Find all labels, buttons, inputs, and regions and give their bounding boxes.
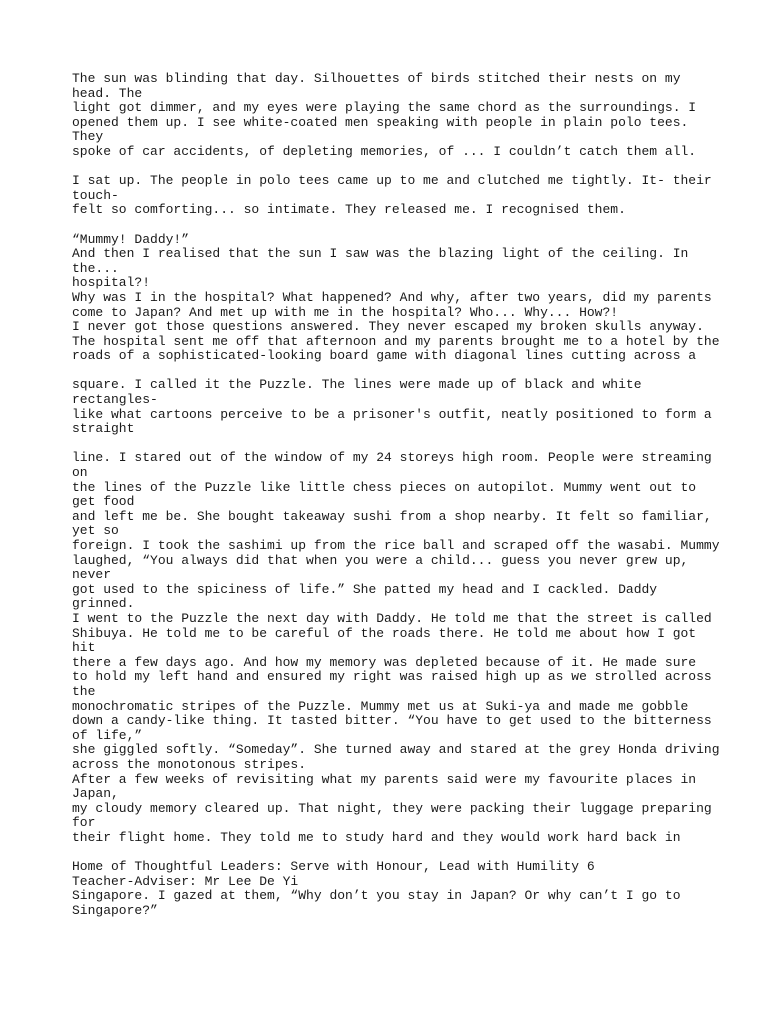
text-line: my cloudy memory cleared up. That night, they were packing their luggage preparing (72, 800, 712, 816)
text-line: there a few days ago. And how my memory was depleted because of it. He made sure (72, 654, 697, 670)
text-line: Why was I in the hospital? What happened? And why, after two years, did my parents (72, 289, 712, 305)
text-line: Japan, (72, 786, 119, 802)
text-line: touch- (72, 187, 119, 203)
document-page (72, 72, 732, 918)
text-line: for (72, 815, 96, 831)
text-line: head. The (72, 85, 143, 101)
text-line: straight (72, 421, 135, 437)
text-line: and left me be. She bought takeaway sushi from a shop nearby. It felt so familiar, (72, 508, 712, 524)
text-line: I went to the Puzzle the next day with Daddy. He told me that the street is called (72, 610, 712, 626)
text-line: got used to the spiciness of life.” She patted my head and I cackled. Daddy (72, 581, 658, 597)
text-line: across the monotonous stripes. (72, 756, 307, 772)
text-line: After a few weeks of revisiting what my parents said were my favourite places in (72, 771, 697, 787)
text-line: Shibuya. He told me to be careful of the roads there. He told me about how I got (72, 625, 697, 641)
text-line: she giggled softly. “Someday”. She turned away and stared at the grey Honda driving (72, 742, 720, 758)
text-line: I never got those questions answered. They never escaped my broken skulls anyway. (72, 319, 704, 335)
text-line: I sat up. The people in polo tees came up to me and clutched me tightly. It- their (72, 173, 712, 189)
text-line: come to Japan? And met up with me in the hospital? Who... Why... How?! (72, 304, 619, 320)
text-line: Singapore?” (72, 902, 158, 918)
text-line: The sun was blinding that day. Silhouettes of birds stitched their nests on my (72, 71, 681, 86)
text-line: the lines of the Puzzle like little chess pieces on autopilot. Mummy went out to (72, 479, 697, 495)
text-line: rectangles- (72, 392, 158, 408)
text-line: on (72, 465, 88, 481)
text-line: get food (72, 494, 135, 510)
text-line: Singapore. I gazed at them, “Why don’t you stay in Japan? Or why can’t I go to (72, 888, 681, 904)
text-line: foreign. I took the sashimi up from the rice ball and scraped off the wasabi. Mummy (72, 538, 720, 553)
paragraph-gap (72, 218, 732, 233)
text-line: “Mummy! Daddy!” (72, 231, 190, 247)
text-line: hit (72, 640, 96, 656)
text-line: their flight home. They told me to study hard and they would work hard back in (72, 829, 681, 845)
text-line: the (72, 683, 96, 699)
teacher-adviser-line: Teacher-Adviser: Mr Lee De Yi (72, 873, 299, 889)
text-line: line. I stared out of the window of my 24 storeys high room. People were streaming (72, 450, 712, 466)
text-line: yet so (72, 523, 119, 539)
text-line: spoke of car accidents, of depleting memories, of ... I couldn’t catch them all. (72, 143, 697, 159)
text-line: the... (72, 260, 119, 276)
text-line: And then I realised that the sun I saw was the blazing light of the ceiling. In (72, 246, 689, 262)
page-footer: Home of Thoughtful Leaders: Serve with Honour, Lead with Humility 6 (72, 859, 595, 875)
text-line: opened them up. I see white-coated men speaking with people in plain polo tees. (72, 114, 689, 130)
text-line: felt so comforting... so intimate. They released me. I recognised them. (72, 202, 626, 218)
text-line: down a candy-like thing. It tasted bitter. “You have to get used to the bitterness (72, 713, 712, 729)
text-line: never (72, 567, 112, 583)
text-line: of life,” (72, 727, 143, 743)
text-line: They (72, 129, 104, 145)
text-line: light got dimmer, and my eyes were playing the same chord as the surroundings. I (72, 100, 697, 116)
paragraph-gap (72, 437, 732, 452)
text-line: to hold my left hand and ensured my right was raised high up as we strolled across (72, 669, 712, 685)
text-line: The hospital sent me off that afternoon and my parents brought me to a hotel by the (72, 333, 720, 349)
text-line: like what cartoons perceive to be a prisoner's outfit, neatly positioned to form a (72, 406, 712, 422)
paragraph-gap (72, 160, 732, 175)
text-line: monochromatic stripes of the Puzzle. Mummy met us at Suki-ya and made me gobble (72, 698, 689, 714)
text-line: roads of a sophisticated-looking board game with diagonal lines cutting across a (72, 348, 697, 364)
text-line: grinned. (72, 596, 135, 612)
text-line: laughed, “You always did that when you were a child... guess you never grew up, (72, 552, 689, 568)
text-line: hospital?! (72, 275, 151, 291)
paragraph-gap (72, 364, 732, 379)
paragraph-gap (72, 845, 732, 860)
text-line: square. I called it the Puzzle. The lines were made up of black and white (72, 377, 642, 393)
